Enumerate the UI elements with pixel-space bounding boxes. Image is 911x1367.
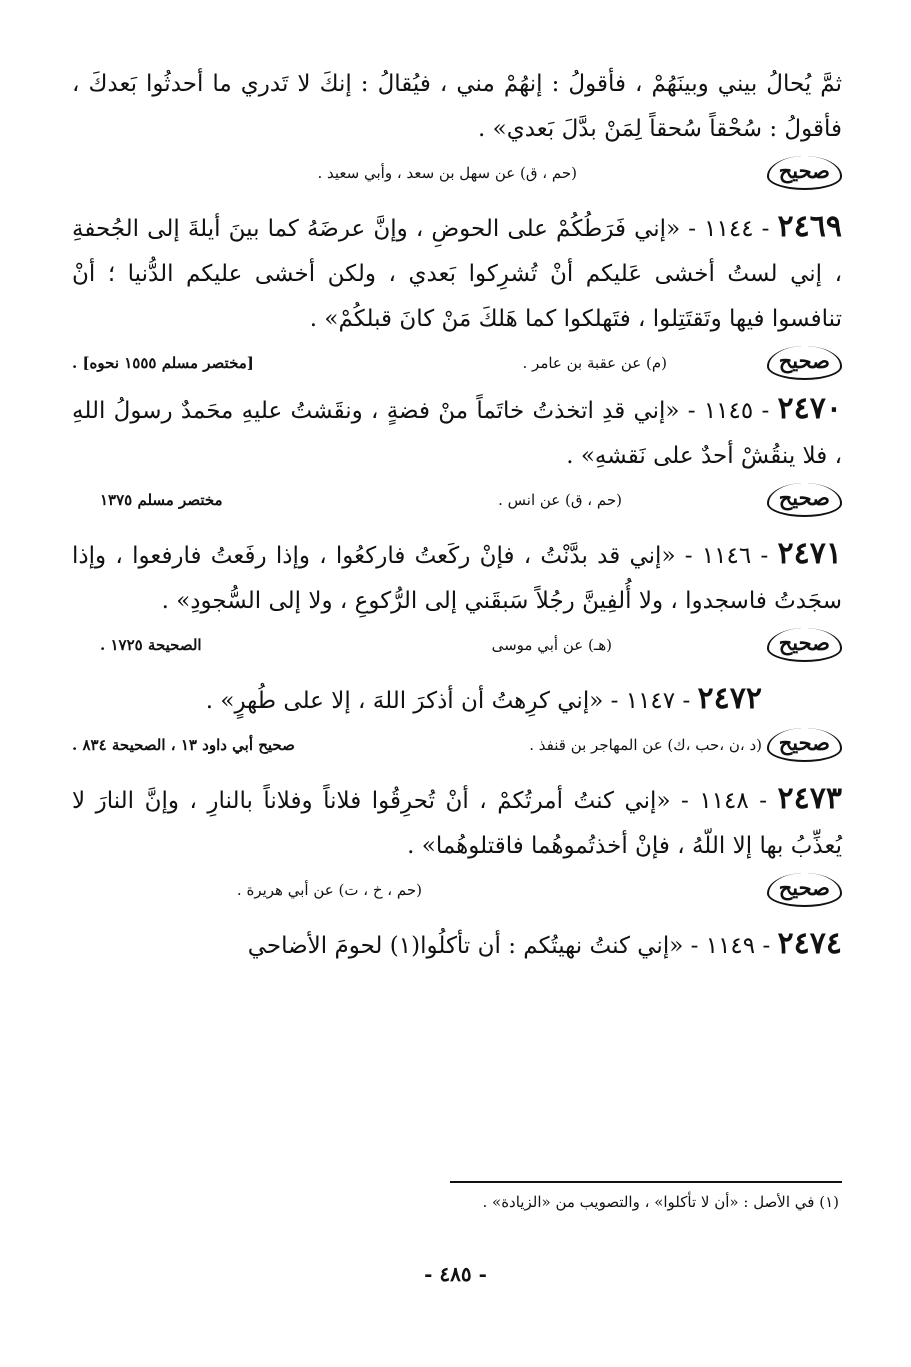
reference: [مختصر مسلم ١٥٥٥ نحوه] . — [72, 354, 254, 372]
source-citation: (حم ، خ ، ت) عن أبي هريرة . — [236, 881, 422, 899]
entry-subnumber: ١١٤٨ — [699, 788, 749, 814]
grade-badge: صحيح — [767, 346, 842, 380]
entry-subnumber: ١١٤٩ — [705, 933, 756, 959]
page-number: - ٤٨٥ - — [424, 1262, 487, 1286]
entry-number: ٢٤٧٠ — [777, 391, 842, 426]
footnote-divider — [450, 1181, 842, 1183]
page-body — [72, 62, 842, 969]
grade-badge: صحيح — [767, 156, 842, 190]
reference: صحيح أبي داود ١٣ ، الصحيحة ٨٣٤ . — [72, 736, 295, 754]
entry-text: «إني كرِهتُ أن أذكرَ اللهَ ، إلا على طُهرٍ» . — [205, 688, 604, 714]
entry-text: «إني كنتُ أمرتُكمْ ، أنْ تُحرِقُوا فلاناً وفلاناً بالنارِ ، وإنَّ النارَ لا يُعذِّبُ بها إلا اللّهُ ، فإنْ أخذتُموهُما فاقتلوهُما» . — [72, 788, 842, 859]
entry-subnumber: ١١٤٤ — [704, 216, 754, 242]
grade-row — [72, 152, 842, 196]
entry-number: ٢٤٧٣ — [777, 781, 842, 816]
source-citation: (حم ، ق) عن انس . — [498, 491, 622, 509]
reference: الصحيحة ١٧٢٥ . — [100, 636, 202, 654]
source-citation: (هـ) عن أبي موسى — [491, 636, 612, 654]
entry-text: «إني قد بدَّنْتُ ، فإنْ ركَعتُ فاركعُوا ، وإذا رفَعتُ فارفعوا ، وإذا سجَدتُ فاسجدوا ، ولا أُلفِينَّ رجُلاً سَبقَني إلى الرُّكوعِ ، ولا إلى السُّجودِ» . — [72, 543, 842, 614]
entry-text: «إني كنتُ نهيتُكم : أن تأكلُوا(١) لحومَ الأضاحي — [247, 933, 684, 959]
grade-row — [72, 624, 842, 668]
hadith-entry: ٢٤٧٢ - ١١٤٧ - «إني كرِهتُ أن أذكرَ اللهَ ، إلا على طُهرٍ» . — [205, 681, 762, 716]
grade-badge: صحيح — [767, 628, 842, 662]
hadith-entry: ٢٤٧٠ - ١١٤٥ - «إني قدِ اتخذتُ خاتَماً منْ فضةٍ ، ونقَشتُ عليهِ محَمدٌ رسولُ اللهِ ، فلا ينقُشْ أحدٌ على نَقشهِ» . — [72, 391, 842, 469]
source-citation: (م) عن عقبة بن عامر . — [522, 354, 667, 372]
entry-number: ٢٤٧١ — [777, 536, 842, 571]
reference: مختصر مسلم ١٣٧٥ — [100, 491, 223, 509]
grade-badge: صحيح — [767, 728, 842, 762]
entry-subnumber: ١١٤٥ — [703, 398, 754, 424]
source-citation: (د ،ن ،حب ،ك) عن المهاجر بن قنفذ . — [529, 736, 762, 754]
entry-text: «إني قدِ اتخذتُ خاتَماً منْ فضةٍ ، ونقَشتُ عليهِ محَمدٌ رسولُ اللهِ ، فلا ينقُشْ أحدٌ على نَقشهِ» . — [72, 398, 842, 469]
grade-badge: صحيح — [767, 873, 842, 907]
grade-row — [72, 869, 842, 913]
hadith-entry: ٢٤٧١ - ١١٤٦ - «إني قد بدَّنْتُ ، فإنْ ركَعتُ فاركعُوا ، وإذا رفَعتُ فارفعوا ، وإذا سجَدتُ فاسجدوا ، ولا أُلفِينَّ رجُلاً سَبقَني إلى الرُّكوعِ ، ولا إلى السُّجودِ» . — [72, 536, 842, 614]
entry-text: «إني فَرَطُكُمْ على الحوضِ ، وإنَّ عرضَهُ كما بينَ أيلةَ إلى الجُحفةِ ، إني لستُ أخشى عَليكم أنْ تُشرِكوا بَعدي ، ولكن أخشى عليكم الدُّنيا ؛ أنْ تنافسوا فيها وتَقتَتِلوا ، فتَهلكوا كما هَلكَ مَنْ كانَ قبلكُمْ» . — [72, 216, 842, 332]
entry-number: ٢٤٦٩ — [777, 209, 842, 244]
source-citation: (حم ، ق) عن سهل بن سعد ، وأبي سعيد . — [317, 164, 577, 182]
hadith-entry: ٢٤٧٣ - ١١٤٨ - «إني كنتُ أمرتُكمْ ، أنْ تُحرِقُوا فلاناً وفلاناً بالنارِ ، وإنَّ النارَ لا يُعذِّبُ بها إلا اللّهُ ، فإنْ أخذتُموهُما فاقتلوهُما» . — [72, 781, 842, 859]
grade-row — [72, 479, 842, 523]
hadith-entry: ٢٤٦٩ - ١١٤٤ - «إني فَرَطُكُمْ على الحوضِ ، وإنَّ عرضَهُ كما بينَ أيلةَ إلى الجُحفةِ ، إني لستُ أخشى عَليكم أنْ تُشرِكوا بَعدي ، ولكن أخشى عليكم الدُّنيا ؛ أنْ تنافسوا فيها وتَقتَتِلوا ، فتَهلكوا كما هَلكَ مَنْ كانَ قبلكُمْ» . — [72, 209, 842, 332]
entry-number: ٢٤٧٤ — [777, 926, 842, 961]
intro-text: ثمَّ يُحالُ بيني وبينَهُمْ ، فأقولُ : إنهُمْ مني ، فيُقالُ : إنكَ لا تَدري ما أحدثُوا بَعدكَ ، فأقولُ : سُحْقاً سُحقاً لِمَنْ بدَّلَ بَعدي» . — [72, 71, 842, 142]
entry-subnumber: ١١٤٦ — [701, 543, 752, 569]
grade-row — [72, 724, 842, 768]
entry-number: ٢٤٧٢ — [697, 681, 762, 716]
entry-subnumber: ١١٤٧ — [625, 688, 676, 714]
hadith-entry: ٢٤٧٤ - ١١٤٩ - «إني كنتُ نهيتُكم : أن تأكلُوا(١) لحومَ الأضاحي — [247, 926, 842, 961]
grade-row — [72, 342, 842, 386]
grade-badge: صحيح — [767, 483, 842, 517]
footnote: (١) في الأصل : «أن لا تأكلوا» ، والتصويب من «الزيادة» . — [482, 1193, 839, 1211]
